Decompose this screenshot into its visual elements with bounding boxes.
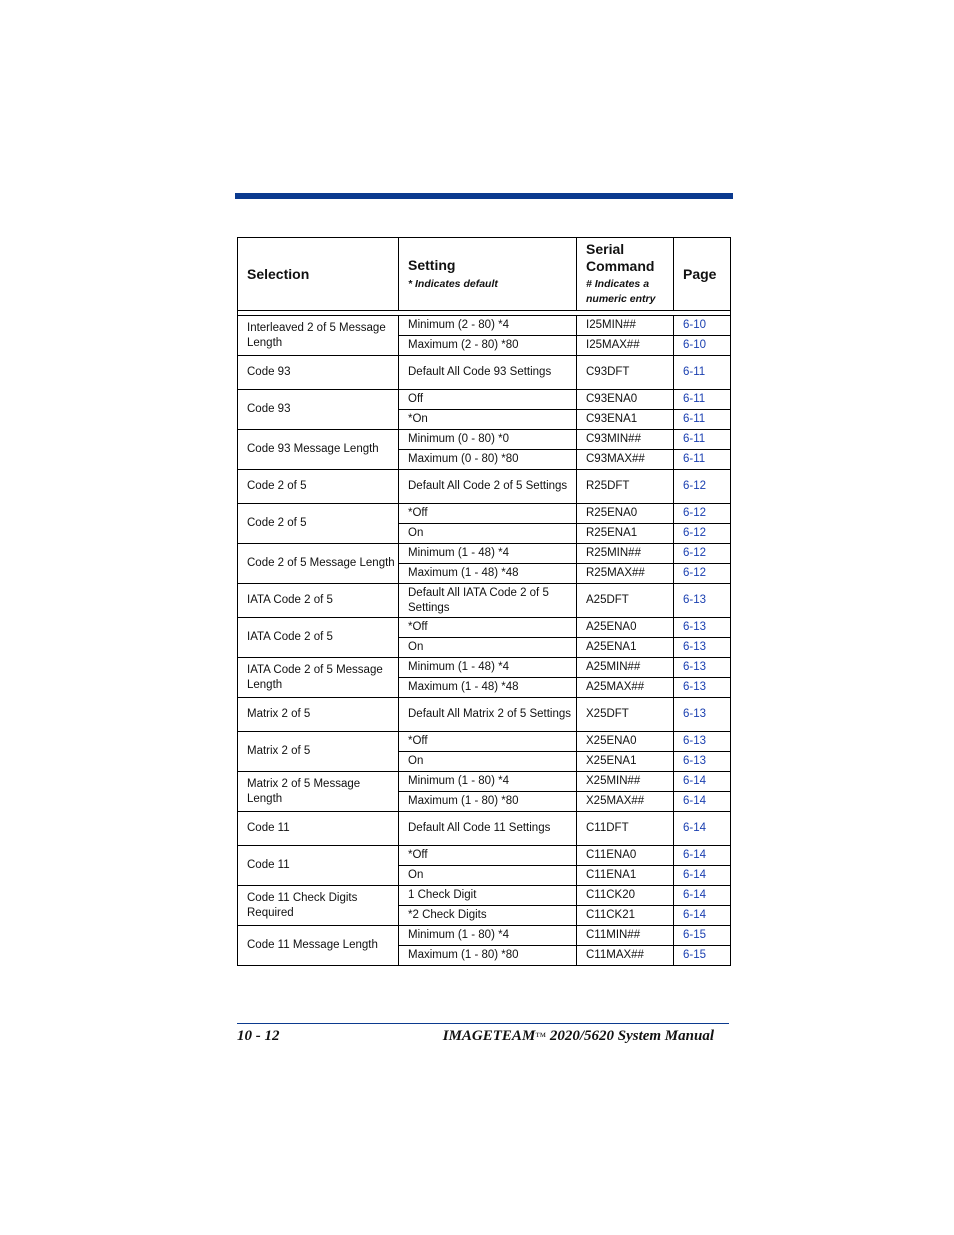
page-link[interactable]: 6-13: [683, 681, 707, 693]
page-cell: [674, 544, 731, 564]
serial-command-cell: C93ENA1: [577, 410, 674, 430]
page-cell: [674, 316, 731, 336]
serial-command-cell: R25MIN##: [577, 544, 674, 564]
table-row: [238, 698, 731, 732]
setting-cell: 1 Check Digit: [399, 886, 577, 906]
setting-cell: Off: [399, 390, 577, 410]
table-row: [238, 390, 731, 410]
serial-command-cell: X25DFT: [577, 698, 674, 732]
serial-command-cell: C93DFT: [577, 356, 674, 390]
serial-command-cell: C11MIN##: [577, 926, 674, 946]
serial-command-cell: X25MIN##: [577, 772, 674, 792]
selection-cell: Code 2 of 5: [238, 504, 399, 544]
setting-cell: Minimum (1 - 48) *4: [399, 544, 577, 564]
page-link[interactable]: 6-12: [683, 507, 707, 519]
selection-cell: Matrix 2 of 5: [238, 698, 399, 732]
setting-cell: On: [399, 638, 577, 658]
setting-cell: *2 Check Digits: [399, 906, 577, 926]
page-cell: [674, 618, 731, 638]
header-setting: Setting * Indicates default: [399, 238, 577, 311]
serial-command-cell: C11MAX##: [577, 946, 674, 966]
table-row: [238, 926, 731, 946]
page-cell: [674, 356, 731, 390]
page-cell: [674, 504, 731, 524]
page-cell: [674, 946, 731, 966]
table-row: [238, 504, 731, 524]
footer-manual-title: IMAGETEAM™ 2020/5620 System Manual: [442, 1028, 714, 1044]
page-cell: [674, 564, 731, 584]
serial-command-cell: C93MAX##: [577, 450, 674, 470]
selection-cell: IATA Code 2 of 5 Message Length: [238, 658, 399, 698]
setting-cell: *Off: [399, 846, 577, 866]
page-link[interactable]: 6-13: [683, 661, 707, 673]
page-link[interactable]: 6-14: [683, 909, 707, 921]
table-row: [238, 886, 731, 906]
page-cell: [674, 678, 731, 698]
serial-command-cell: R25ENA0: [577, 504, 674, 524]
serial-command-cell: X25ENA0: [577, 732, 674, 752]
page-cell: [674, 866, 731, 886]
setting-cell: Maximum (1 - 48) *48: [399, 678, 577, 698]
table-row: [238, 772, 731, 792]
serial-command-cell: R25DFT: [577, 470, 674, 504]
serial-command-cell: A25MIN##: [577, 658, 674, 678]
page-link[interactable]: 6-13: [683, 735, 707, 747]
page-link[interactable]: 6-14: [683, 795, 707, 807]
serial-command-cell: C93ENA0: [577, 390, 674, 410]
header-rule: [235, 193, 733, 199]
selection-cell: IATA Code 2 of 5: [238, 618, 399, 658]
table-row: [238, 732, 731, 752]
serial-command-cell: R25ENA1: [577, 524, 674, 544]
setting-cell: *Off: [399, 732, 577, 752]
selection-cell: Code 11: [238, 846, 399, 886]
selection-cell: Code 93 Message Length: [238, 430, 399, 470]
table-header-row: [238, 238, 731, 311]
page-link[interactable]: 6-14: [683, 849, 707, 861]
header-page: Page: [674, 238, 731, 311]
page-link[interactable]: 6-12: [683, 567, 707, 579]
setting-cell: Minimum (0 - 80) *0: [399, 430, 577, 450]
table-row: [238, 544, 731, 564]
page-cell: [674, 732, 731, 752]
setting-cell: *On: [399, 410, 577, 430]
setting-cell: Maximum (1 - 80) *80: [399, 792, 577, 812]
setting-cell: Maximum (2 - 80) *80: [399, 336, 577, 356]
setting-cell: Minimum (1 - 48) *4: [399, 658, 577, 678]
page-link[interactable]: 6-14: [683, 775, 707, 787]
selection-cell: Matrix 2 of 5: [238, 732, 399, 772]
page-cell: [674, 906, 731, 926]
page-link[interactable]: 6-13: [683, 708, 707, 720]
page-link[interactable]: 6-12: [683, 527, 707, 539]
page-link[interactable]: 6-14: [683, 869, 707, 881]
page-cell: [674, 390, 731, 410]
setting-cell: Minimum (2 - 80) *4: [399, 316, 577, 336]
table-body: [238, 316, 731, 966]
footer-page-number: 10 - 12: [237, 1028, 280, 1044]
table-row: [238, 356, 731, 390]
selection-cell: Code 2 of 5: [238, 470, 399, 504]
serial-command-cell: A25ENA0: [577, 618, 674, 638]
page-link[interactable]: 6-14: [683, 889, 707, 901]
page-link[interactable]: 6-15: [683, 949, 707, 961]
setting-cell: On: [399, 524, 577, 544]
selection-cell: Interleaved 2 of 5 Message Length: [238, 316, 399, 356]
serial-command-cell: C11ENA0: [577, 846, 674, 866]
page-link[interactable]: 6-11: [683, 433, 706, 445]
page-cell: [674, 450, 731, 470]
setting-cell: Default All Code 2 of 5 Settings: [399, 470, 577, 504]
selection-cell: Code 11 Message Length: [238, 926, 399, 966]
page-link[interactable]: 6-10: [683, 339, 707, 351]
setting-cell: On: [399, 866, 577, 886]
selection-cell: Code 93: [238, 356, 399, 390]
selection-cell: Code 11 Check Digits Required: [238, 886, 399, 926]
page-cell: [674, 470, 731, 504]
selection-cell: IATA Code 2 of 5: [238, 584, 399, 618]
selection-cell: Code 93: [238, 390, 399, 430]
page-link[interactable]: 6-13: [683, 621, 707, 633]
page-cell: [674, 792, 731, 812]
serial-command-cell: A25MAX##: [577, 678, 674, 698]
page-link[interactable]: 6-13: [683, 755, 707, 767]
serial-command-cell: C93MIN##: [577, 430, 674, 450]
table-row: [238, 812, 731, 846]
serial-command-cell: X25ENA1: [577, 752, 674, 772]
setting-cell: Default All Matrix 2 of 5 Settings: [399, 698, 577, 732]
page-cell: [674, 926, 731, 946]
table-row: [238, 618, 731, 638]
serial-command-cell: R25MAX##: [577, 564, 674, 584]
setting-cell: On: [399, 752, 577, 772]
table-row: [238, 584, 731, 618]
serial-command-cell: C11DFT: [577, 812, 674, 846]
page-link[interactable]: 6-12: [683, 547, 707, 559]
serial-command-cell: A25DFT: [577, 584, 674, 618]
page-link[interactable]: 6-11: [683, 366, 706, 378]
selection-cell: Matrix 2 of 5 Message Length: [238, 772, 399, 812]
page-link[interactable]: 6-11: [683, 413, 706, 425]
setting-cell: Maximum (0 - 80) *80: [399, 450, 577, 470]
page-link[interactable]: 6-15: [683, 929, 707, 941]
setting-cell: Default All Code 93 Settings: [399, 356, 577, 390]
setting-cell: Default All Code 11 Settings: [399, 812, 577, 846]
table-row: [238, 316, 731, 336]
page-link[interactable]: 6-10: [683, 319, 707, 331]
page-link[interactable]: 6-13: [683, 641, 707, 653]
setting-cell: *Off: [399, 504, 577, 524]
serial-command-cell: C11ENA1: [577, 866, 674, 886]
page-cell: [674, 886, 731, 906]
page-cell: [674, 430, 731, 450]
setting-cell: *Off: [399, 618, 577, 638]
page-cell: [674, 698, 731, 732]
header-serial-command: Serial Command # Indicates a numeric entry: [577, 238, 674, 311]
selection-cell: Code 2 of 5 Message Length: [238, 544, 399, 584]
page-link[interactable]: 6-11: [683, 453, 706, 465]
page-cell: [674, 638, 731, 658]
trademark-symbol: ™: [535, 1031, 547, 1043]
header-serial-note: # Indicates a numeric entry: [586, 278, 656, 305]
page-cell: [674, 336, 731, 356]
setting-cell: Maximum (1 - 80) *80: [399, 946, 577, 966]
page-link[interactable]: 6-14: [683, 822, 707, 834]
serial-command-cell: C11CK20: [577, 886, 674, 906]
page-cell: [674, 752, 731, 772]
page-cell: [674, 410, 731, 430]
serial-command-cell: X25MAX##: [577, 792, 674, 812]
page-cell: [674, 812, 731, 846]
table-row: [238, 658, 731, 678]
page-cell: [674, 846, 731, 866]
serial-command-cell: I25MAX##: [577, 336, 674, 356]
setting-cell: Minimum (1 - 80) *4: [399, 926, 577, 946]
footer-rule: [237, 1023, 729, 1024]
serial-command-cell: C11CK21: [577, 906, 674, 926]
setting-cell: Minimum (1 - 80) *4: [399, 772, 577, 792]
table-row: [238, 430, 731, 450]
page-cell: [674, 524, 731, 544]
setting-cell: Default All IATA Code 2 of 5 Settings: [399, 584, 577, 618]
page-cell: [674, 658, 731, 678]
page-link[interactable]: 6-13: [683, 594, 707, 606]
page-cell: [674, 584, 731, 618]
table-row: [238, 470, 731, 504]
page-cell: [674, 772, 731, 792]
serial-command-cell: A25ENA1: [577, 638, 674, 658]
table-row: [238, 846, 731, 866]
selection-cell: Code 11: [238, 812, 399, 846]
setting-cell: Maximum (1 - 48) *48: [399, 564, 577, 584]
header-setting-note: * Indicates default: [408, 277, 498, 290]
page-link[interactable]: 6-11: [683, 393, 706, 405]
serial-command-cell: I25MIN##: [577, 316, 674, 336]
header-selection: Selection: [238, 238, 399, 311]
serial-command-table: [237, 237, 731, 966]
page-link[interactable]: 6-12: [683, 480, 707, 492]
